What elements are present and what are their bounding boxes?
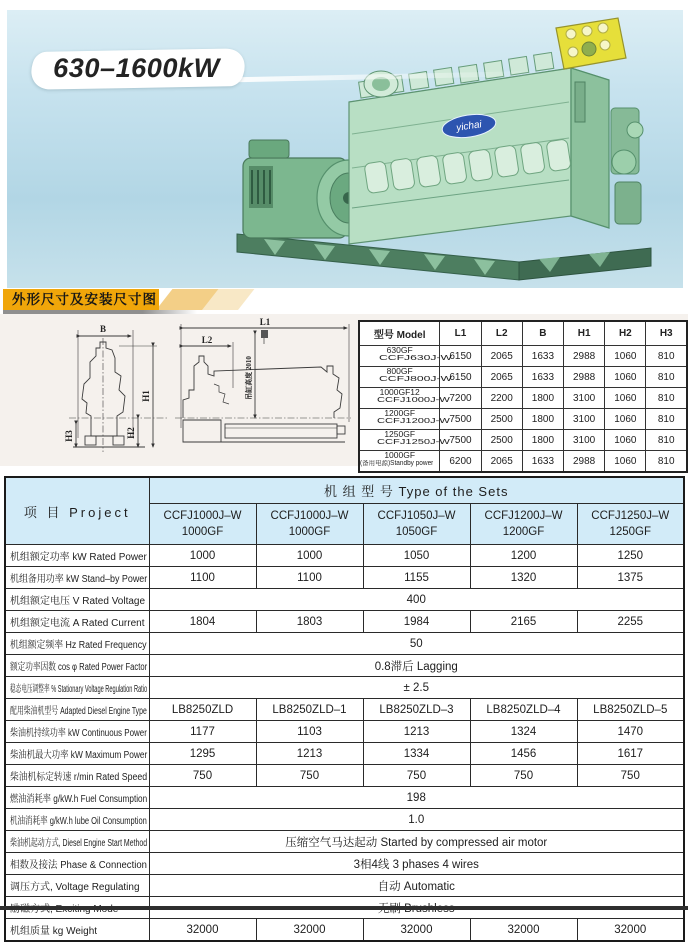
- dim-table-row: [359, 409, 687, 430]
- dim-header-cell: L1: [440, 321, 481, 346]
- spec-span-value: 198: [149, 787, 684, 809]
- outline-drawing: [33, 316, 355, 464]
- spec-table-row: [5, 831, 684, 853]
- spec-type-header: 机 组 型 号 Type of the Sets: [149, 477, 684, 504]
- photo-section: [7, 10, 683, 288]
- dim-model-cell: [359, 387, 450, 409]
- spec-value-cell: 2255: [577, 611, 684, 633]
- spec-table-row: [5, 545, 684, 567]
- spec-table-row: [5, 809, 684, 831]
- spec-row-label-text: 相数及接法 Phase & Connection: [10, 860, 147, 871]
- spec-table-row: [5, 567, 684, 589]
- spec-value-cell: 1334: [363, 743, 470, 765]
- spec-table: [4, 476, 685, 942]
- dim-model-cell: [359, 429, 450, 451]
- spec-row-label-text: 机组备用功率 kW Stand–by Power: [10, 574, 148, 585]
- dim-value-cell: 810: [646, 451, 687, 473]
- dim-table-row: [359, 388, 687, 409]
- spec-row-label-text: 额定功率因数 cos φ Rated Power Factor: [10, 662, 148, 673]
- spec-model-header: [363, 504, 470, 545]
- spec-span-value: 3相4线 3 phases 4 wires: [149, 853, 684, 875]
- spec-row-label: [5, 589, 149, 611]
- spec-row-label: [5, 831, 149, 853]
- dim-value-cell: 810: [646, 388, 687, 409]
- spec-row-label: [5, 809, 149, 831]
- dim-label-B: B: [99, 324, 107, 334]
- dim-header-cell: H3: [646, 321, 687, 346]
- dim-value-cell: 1800: [522, 409, 563, 430]
- dim-label-H1: H1: [141, 390, 151, 402]
- dim-table-row: [359, 367, 687, 388]
- dim-label-L1: L1: [259, 317, 271, 327]
- spec-row-label-text: 柴油机标定转速 r/min Rated Speed: [10, 772, 148, 783]
- dim-model-code: CCFJ800J-W: [378, 376, 452, 383]
- spec-value-cell: LB8250ZLD–5: [577, 699, 684, 721]
- spec-value-cell: 1250: [577, 545, 684, 567]
- spec-value-cell: 1213: [363, 721, 470, 743]
- dim-model-cell: [359, 408, 450, 430]
- dim-value-cell: 810: [646, 346, 687, 367]
- spec-table-row: [5, 743, 684, 765]
- spec-row-label-text: 柴油机持续功率 kW Continuous Power: [10, 728, 147, 739]
- spec-value-cell: 2165: [470, 611, 577, 633]
- dim-value-cell: 810: [646, 409, 687, 430]
- spec-value-cell: 1155: [363, 567, 470, 589]
- engine-illustration: [219, 12, 669, 286]
- dim-value-cell: 2065: [481, 367, 522, 388]
- spec-span-value: 50: [149, 633, 684, 655]
- dim-label-lift-height: 吊缸高度 2010: [245, 356, 253, 400]
- dim-value-cell: 1060: [605, 346, 646, 367]
- dim-value-cell: 1060: [605, 367, 646, 388]
- side-view: [175, 317, 351, 442]
- dim-model-cell: [359, 451, 440, 473]
- spec-value-cell: 750: [470, 765, 577, 787]
- dim-model-cell: [359, 366, 452, 388]
- dim-table-row: [359, 430, 687, 451]
- spec-span-value: 自动 Automatic: [149, 875, 684, 897]
- dim-value-cell: 7200: [440, 388, 481, 409]
- spec-row-label: [5, 545, 149, 567]
- spec-row-label: [5, 567, 149, 589]
- dimension-table-body: [359, 346, 687, 473]
- dimension-section: [0, 314, 688, 466]
- dim-value-cell: 1060: [605, 451, 646, 473]
- spec-value-cell: 32000: [577, 919, 684, 942]
- spec-value-cell: 1324: [470, 721, 577, 743]
- spec-row-label: [5, 655, 149, 677]
- bottom-rule: [0, 906, 688, 910]
- spec-value-cell: 1050: [363, 545, 470, 567]
- spec-row-label-text: 燃油消耗率 g/kW.h Fuel Consumption: [10, 794, 148, 805]
- dim-value-cell: 2988: [564, 451, 605, 473]
- spec-table-row: [5, 721, 684, 743]
- spec-span-value: 1.0: [149, 809, 684, 831]
- dim-value-cell: 3100: [564, 388, 605, 409]
- dim-label-H3: H3: [64, 430, 74, 442]
- spec-row-label: [5, 677, 149, 699]
- spec-model-line2: 1050GF: [395, 526, 438, 538]
- spec-row-label-text: 柴油机最大功率 kW Maximum Power: [10, 750, 148, 761]
- spec-value-cell: 1804: [149, 611, 256, 633]
- dim-model-code: CCFJ1000J-W: [376, 397, 450, 404]
- brand-logo-text: yichai: [455, 119, 483, 134]
- spec-value-cell: 1320: [470, 567, 577, 589]
- spec-value-cell: 32000: [363, 919, 470, 942]
- spec-table-row: [5, 853, 684, 875]
- dim-value-cell: 810: [646, 367, 687, 388]
- spec-value-cell: 1100: [256, 567, 363, 589]
- spec-value-cell: 32000: [256, 919, 363, 942]
- dim-value-cell: 810: [646, 430, 687, 451]
- dim-label-L2: L2: [201, 335, 213, 345]
- dim-value-cell: 1633: [522, 451, 563, 473]
- dimension-table: [358, 320, 688, 473]
- dim-value-cell: 1633: [522, 346, 563, 367]
- dim-value-cell: 1800: [522, 430, 563, 451]
- spec-row-label: [5, 743, 149, 765]
- spec-table-row: [5, 699, 684, 721]
- spec-model-line1: CCFJ1000J–W: [270, 510, 349, 522]
- dim-value-cell: 1800: [522, 388, 563, 409]
- spec-value-cell: 32000: [149, 919, 256, 942]
- dim-value-cell: 2065: [481, 346, 522, 367]
- spec-model-line2: 1000GF: [181, 526, 224, 538]
- dim-model-code: CCFJ630J-W: [378, 355, 452, 362]
- dim-model-code: CCFJ1250J-W: [376, 439, 450, 446]
- dim-label-H2: H2: [126, 427, 136, 439]
- spec-value-cell: 1177: [149, 721, 256, 743]
- dim-header-cell: B: [522, 321, 563, 346]
- dim-value-cell: 6200: [440, 451, 481, 473]
- spec-span-value: 压缩空气马达起动 Started by compressed air motor: [149, 831, 684, 853]
- dim-value-cell: 1633: [522, 367, 563, 388]
- dim-value-cell: 1060: [605, 409, 646, 430]
- spec-row-label-text: 机组额定电流 A Rated Current: [10, 618, 145, 629]
- spec-model-header: [470, 504, 577, 545]
- dim-header-cell: H2: [605, 321, 646, 346]
- spec-value-cell: 750: [363, 765, 470, 787]
- spec-row-label-text: 稳态电压调整率 % Stationary Voltage Regulation Ratio: [10, 684, 148, 695]
- front-view: [64, 324, 169, 452]
- spec-model-line2: 1200GF: [502, 526, 545, 538]
- dim-header-cell: 型号 Model: [359, 321, 440, 346]
- spec-row-label-text: 配用柴油机型号 Adapted Diesel Engine Type: [10, 706, 147, 717]
- spec-value-cell: 32000: [470, 919, 577, 942]
- banner-shadow: [3, 310, 197, 314]
- spec-value-cell: 1803: [256, 611, 363, 633]
- spec-value-cell: 1617: [577, 743, 684, 765]
- section-banner-label: 外形尺寸及安装尺寸图: [3, 289, 159, 310]
- spec-span-value: 400: [149, 589, 684, 611]
- spec-row-label: [5, 853, 149, 875]
- control-panel: [556, 18, 626, 69]
- dim-value-cell: 1060: [605, 430, 646, 451]
- engine-block: [349, 51, 643, 244]
- title-banner: [25, 48, 252, 90]
- spec-model-header: [577, 504, 684, 545]
- spec-row-label: [5, 699, 149, 721]
- spec-row-label-text: 柴油机起动方式, Diesel Engine Start Method: [10, 838, 148, 849]
- spec-row-label: [5, 633, 149, 655]
- spec-row-label-text: 机油消耗率 g/kW.h lube Oil Consumption: [10, 816, 147, 827]
- dim-value-cell: 6150: [440, 346, 481, 367]
- spec-row-label: [5, 765, 149, 787]
- dim-model-name: 800GF: [386, 366, 413, 376]
- spec-value-cell: 1100: [149, 567, 256, 589]
- dim-model-code: (备用电源)Standby power: [360, 460, 434, 467]
- dim-value-cell: 3100: [564, 409, 605, 430]
- dim-model-name: 1200GF: [384, 408, 416, 418]
- spec-row-label-text: 机组额定频率 Hz Rated Frequency: [10, 640, 147, 651]
- dim-value-cell: 6150: [440, 367, 481, 388]
- spec-project-header: 项 目 Project: [5, 477, 149, 545]
- spec-row-label: [5, 919, 149, 942]
- spec-row-label: [5, 721, 149, 743]
- spec-table-row: [5, 765, 684, 787]
- spec-value-cell: LB8250ZLD: [149, 699, 256, 721]
- dim-model-cell: [359, 345, 452, 367]
- spec-table-row: [5, 677, 684, 699]
- page-title: 630–1600kW: [53, 53, 220, 84]
- spec-table-row: [5, 919, 684, 942]
- spec-row-label: [5, 611, 149, 633]
- dim-value-cell: 7500: [440, 430, 481, 451]
- spec-model-line1: CCFJ1050J–W: [377, 510, 456, 522]
- spec-value-cell: 1984: [363, 611, 470, 633]
- spec-value-cell: 1470: [577, 721, 684, 743]
- dim-model-code: CCFJ1200J-W: [376, 418, 450, 425]
- dim-value-cell: 3100: [564, 430, 605, 451]
- spec-value-cell: 750: [577, 765, 684, 787]
- spec-table-row: [5, 633, 684, 655]
- dim-value-cell: 2500: [481, 409, 522, 430]
- spec-value-cell: 1213: [256, 743, 363, 765]
- dim-table-row: [359, 451, 687, 473]
- dim-model-name: 630GF: [386, 345, 413, 355]
- spec-row-label: [5, 875, 149, 897]
- spec-value-cell: 750: [256, 765, 363, 787]
- spec-value-cell: 1375: [577, 567, 684, 589]
- spec-value-cell: 1000: [256, 545, 363, 567]
- spec-row-label-text: 机组质量 kg Weight: [10, 926, 98, 937]
- dimension-table-header-row: [359, 321, 687, 346]
- dim-table-row: [359, 346, 687, 367]
- dim-model-name: 1250GF: [384, 429, 416, 439]
- spec-row-label-text: 机组额定功率 kW Rated Power: [10, 552, 147, 563]
- dim-model-name: 1000GF12: [379, 387, 420, 397]
- dim-header-cell: H1: [564, 321, 605, 346]
- spec-model-line2: 1000GF: [288, 526, 331, 538]
- dim-value-cell: 2065: [481, 451, 522, 473]
- spec-value-cell: LB8250ZLD–3: [363, 699, 470, 721]
- spec-model-line1: CCFJ1000J–W: [163, 510, 242, 522]
- spec-row-label-text: 机组额定电压 V Rated Voltage: [10, 596, 146, 607]
- spec-value-cell: 1200: [470, 545, 577, 567]
- spec-model-line2: 1250GF: [609, 526, 652, 538]
- spec-value-cell: 1000: [149, 545, 256, 567]
- spec-row-label: [5, 787, 149, 809]
- base-skid: [237, 234, 651, 280]
- dim-header-cell: L2: [481, 321, 522, 346]
- spec-table-row: [5, 787, 684, 809]
- spec-value-cell: LB8250ZLD–4: [470, 699, 577, 721]
- spec-row-label-text: 调压方式, Voltage Regulating: [10, 882, 140, 893]
- spec-value-cell: 1456: [470, 743, 577, 765]
- spec-table-row: [5, 875, 684, 897]
- spec-span-value: 0.8滞后 Lagging: [149, 655, 684, 677]
- dim-value-cell: 7500: [440, 409, 481, 430]
- dim-value-cell: 2200: [481, 388, 522, 409]
- spec-value-cell: LB8250ZLD–1: [256, 699, 363, 721]
- spec-model-header: [256, 504, 363, 545]
- dim-value-cell: 1060: [605, 388, 646, 409]
- dim-model-name: 1000GF: [384, 450, 416, 460]
- spec-model-header: [149, 504, 256, 545]
- spec-value-cell: 1103: [256, 721, 363, 743]
- spec-table-row: [5, 589, 684, 611]
- section-banner: [0, 289, 688, 316]
- spec-table-row: [5, 655, 684, 677]
- spec-value-cell: 750: [149, 765, 256, 787]
- spec-span-value: ± 2.5: [149, 677, 684, 699]
- spec-model-line1: CCFJ1200J–W: [484, 510, 563, 522]
- dim-value-cell: 2500: [481, 430, 522, 451]
- spec-header-row-1: [5, 477, 684, 504]
- spec-table-row: [5, 611, 684, 633]
- spec-value-cell: 1295: [149, 743, 256, 765]
- spec-model-line1: CCFJ1250J–W: [591, 510, 670, 522]
- dim-value-cell: 2988: [564, 346, 605, 367]
- spec-table-body: [5, 545, 684, 942]
- dim-value-cell: 2988: [564, 367, 605, 388]
